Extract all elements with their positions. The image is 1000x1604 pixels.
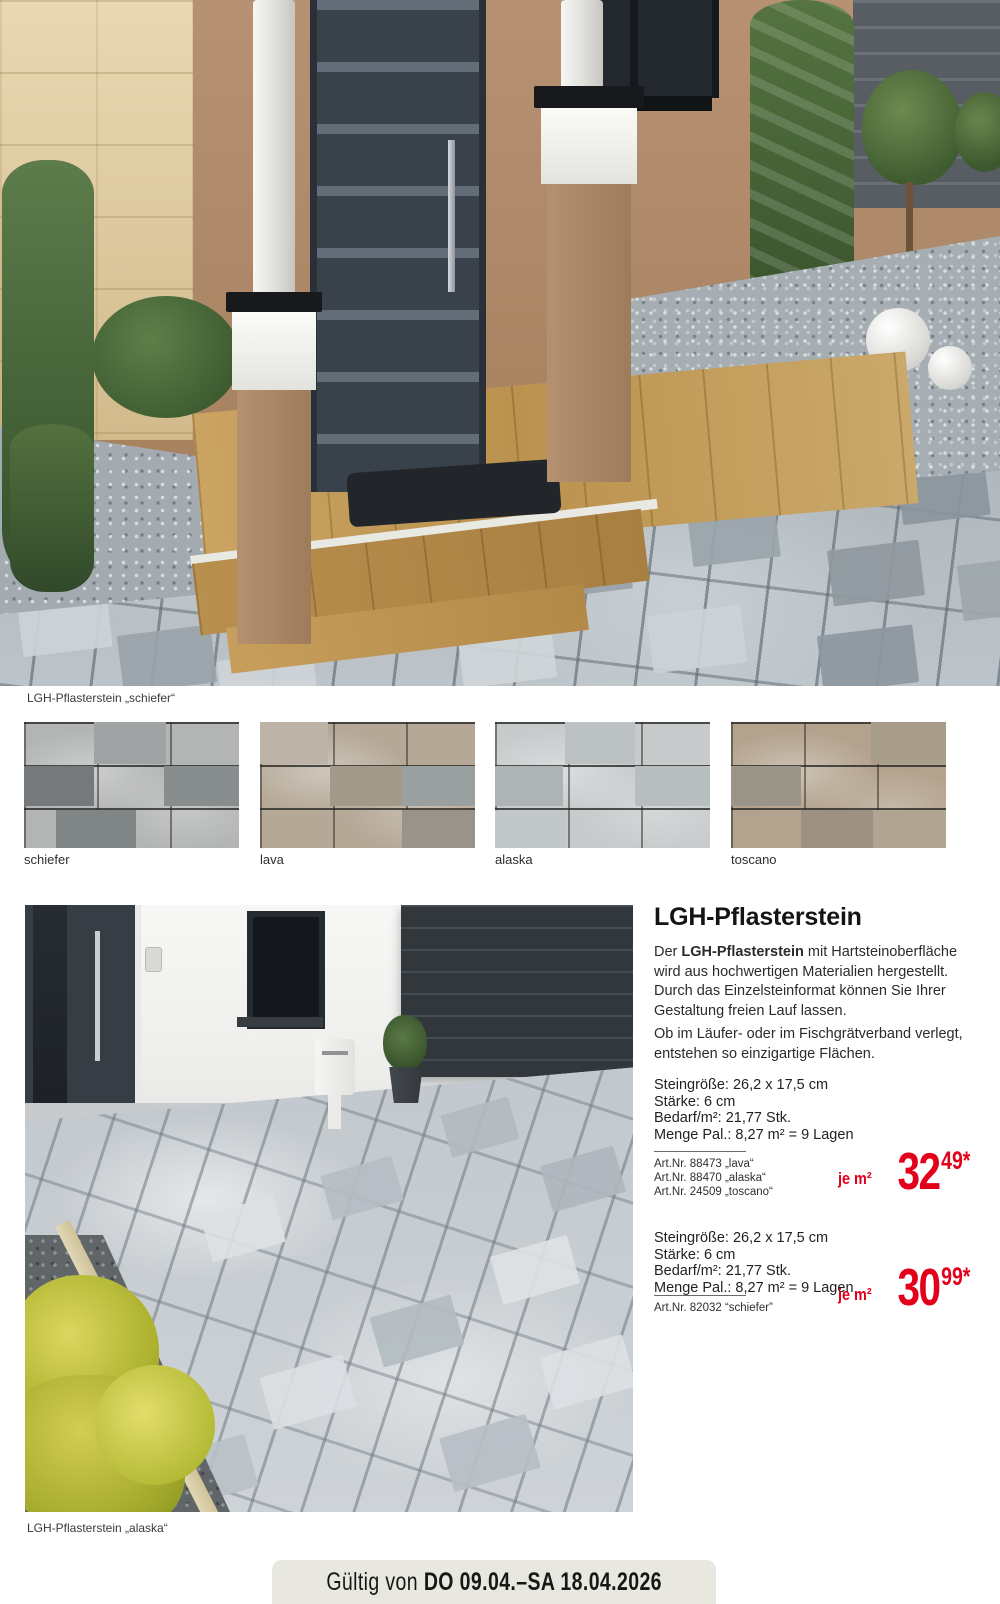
spec-line: Menge Pal.: 8,27 m² = 9 Lagen	[654, 1126, 854, 1143]
desc-rest: mit Hartsteinoberfläche wird aus hochwertigen Materialien hergestellt. Durch das Einzelsteinformat können Sie Ihrer Gestaltung freien Lauf lassen.	[654, 944, 958, 1019]
product-info-column	[654, 903, 972, 1343]
stone-tile	[731, 766, 801, 806]
yellow-bush	[95, 1365, 215, 1485]
product-description-2: Ob im Läufer- oder im Fischgrätverband verlegt, entstehen so einzigartige Flächen.	[654, 1026, 963, 1062]
spec-line: Stärke: 6 cm	[654, 1246, 736, 1263]
swatch-label-lava: lava	[260, 852, 284, 867]
art-number: Art.Nr. 82032 “schiefer”	[654, 1302, 773, 1314]
validity-text	[326, 1568, 662, 1597]
pedestal-base-left	[237, 390, 311, 644]
swatch-label-schiefer: schiefer	[24, 852, 70, 867]
validity-bar	[272, 1560, 716, 1604]
paver-stone	[539, 1334, 633, 1410]
art-number: Art.Nr. 24509 „toscano“	[654, 1186, 773, 1198]
porch-column-right	[561, 0, 603, 94]
price-decimals: 99*	[940, 1263, 970, 1291]
divider	[654, 1151, 746, 1152]
swatch-alaska	[495, 722, 710, 848]
paver-stone	[259, 1354, 357, 1430]
spec-line: Bedarf/m²: 21,77 Stk.	[654, 1110, 792, 1126]
hero-photo-caption: LGH-Pflasterstein „schiefer“	[27, 691, 176, 705]
stone-tile	[635, 766, 710, 806]
window-mullion	[630, 0, 638, 98]
mailbox-slot	[322, 1051, 348, 1055]
price-value	[897, 1259, 970, 1317]
pedestal-right	[541, 108, 637, 184]
spec-line: Bedarf/m²: 21,77 Stk.	[654, 1263, 792, 1279]
stone-tile	[56, 810, 136, 848]
swatch-toscano	[731, 722, 946, 848]
product-title: LGH-Pflasterstein	[654, 903, 862, 931]
paver-stone	[540, 1145, 626, 1212]
front-door	[310, 0, 486, 492]
swatch-label-toscano: toscano	[731, 852, 777, 867]
article-numbers-1	[654, 1157, 773, 1199]
stone-tile	[164, 766, 239, 806]
detail-photo-driveway-alaska	[25, 905, 633, 1512]
porch-column-left	[253, 0, 295, 302]
divider	[654, 1295, 746, 1296]
desc-product-name: LGH-Pflasterstein	[681, 944, 804, 960]
stone-tile	[873, 810, 946, 848]
swatch-schiefer	[24, 722, 239, 848]
window-sill	[237, 1017, 323, 1027]
paver-stone	[440, 1096, 519, 1158]
price-decimals: 49*	[940, 1147, 970, 1175]
price-integer: 30	[897, 1259, 940, 1317]
stone-tile	[24, 766, 94, 806]
doorbell-intercom	[145, 947, 162, 972]
pedestal-cap-right	[534, 86, 644, 108]
stone-tile	[402, 810, 475, 848]
validity-prefix: Gültig von	[326, 1567, 424, 1596]
mailbox-post	[328, 1095, 341, 1129]
paver-stone	[957, 555, 1000, 622]
paver-stone	[647, 604, 747, 673]
paver-stone	[439, 1414, 541, 1493]
hero-photo-driveway-schiefer	[0, 0, 1000, 686]
paver-stone	[490, 1235, 581, 1305]
stone-tile	[495, 810, 565, 848]
garage-door	[401, 905, 633, 1077]
product-description	[654, 943, 970, 1021]
spec-line: Steingröße: 26,2 x 17,5 cm	[654, 1077, 829, 1093]
price-unit: je m²	[837, 1169, 872, 1188]
stone-tile	[801, 810, 873, 848]
spec-line: Menge Pal.: 8,27 m² = 9 Lagen	[654, 1279, 854, 1296]
price-2	[832, 1259, 970, 1317]
sphere-lamp-small	[928, 346, 972, 390]
stone-tile	[330, 766, 402, 806]
pedestal-left	[232, 312, 316, 390]
paver-stone	[369, 1294, 464, 1367]
detail-photo-caption: LGH-Pflasterstein „alaska“	[27, 1521, 168, 1535]
potted-plant	[383, 1015, 427, 1071]
article-numbers-2	[654, 1301, 773, 1315]
desc-prefix: Der	[654, 944, 682, 960]
round-bush	[92, 296, 240, 418]
paver-stone	[320, 1156, 404, 1221]
topiary-tree	[862, 70, 962, 185]
paver-stone	[200, 1195, 286, 1262]
price-value	[897, 1143, 970, 1201]
swatch-label-alaska: alaska	[495, 852, 533, 867]
stone-tile	[260, 722, 328, 764]
stone-tile	[871, 722, 946, 764]
validity-range: DO 09.04.–SA 18.04.2026	[423, 1567, 662, 1596]
price-1	[832, 1143, 970, 1201]
conifer-small	[10, 424, 94, 592]
pedestal-base-right	[547, 184, 631, 482]
art-number: Art.Nr. 88470 „alaska“	[654, 1172, 766, 1184]
door-handle	[448, 140, 455, 292]
spec-line: Steingröße: 26,2 x 17,5 cm	[654, 1230, 829, 1246]
spec-line: Stärke: 6 cm	[654, 1093, 736, 1110]
door-handle	[95, 931, 100, 1061]
stone-tile	[495, 766, 563, 806]
art-number: Art.Nr. 88473 „lava“	[654, 1158, 754, 1170]
mailbox	[315, 1039, 355, 1095]
door-glass-panel	[33, 905, 67, 1111]
paver-stone	[817, 624, 919, 686]
stone-tile	[565, 722, 635, 764]
price-integer: 32	[897, 1143, 940, 1201]
paver-stone	[827, 540, 925, 607]
stone-tile	[94, 722, 166, 764]
stone-tile	[402, 766, 475, 806]
spec-block-1	[654, 1077, 970, 1143]
pedestal-cap-left	[226, 292, 322, 312]
swatch-lava	[260, 722, 475, 848]
window	[247, 911, 325, 1029]
price-unit: je m²	[837, 1285, 872, 1304]
